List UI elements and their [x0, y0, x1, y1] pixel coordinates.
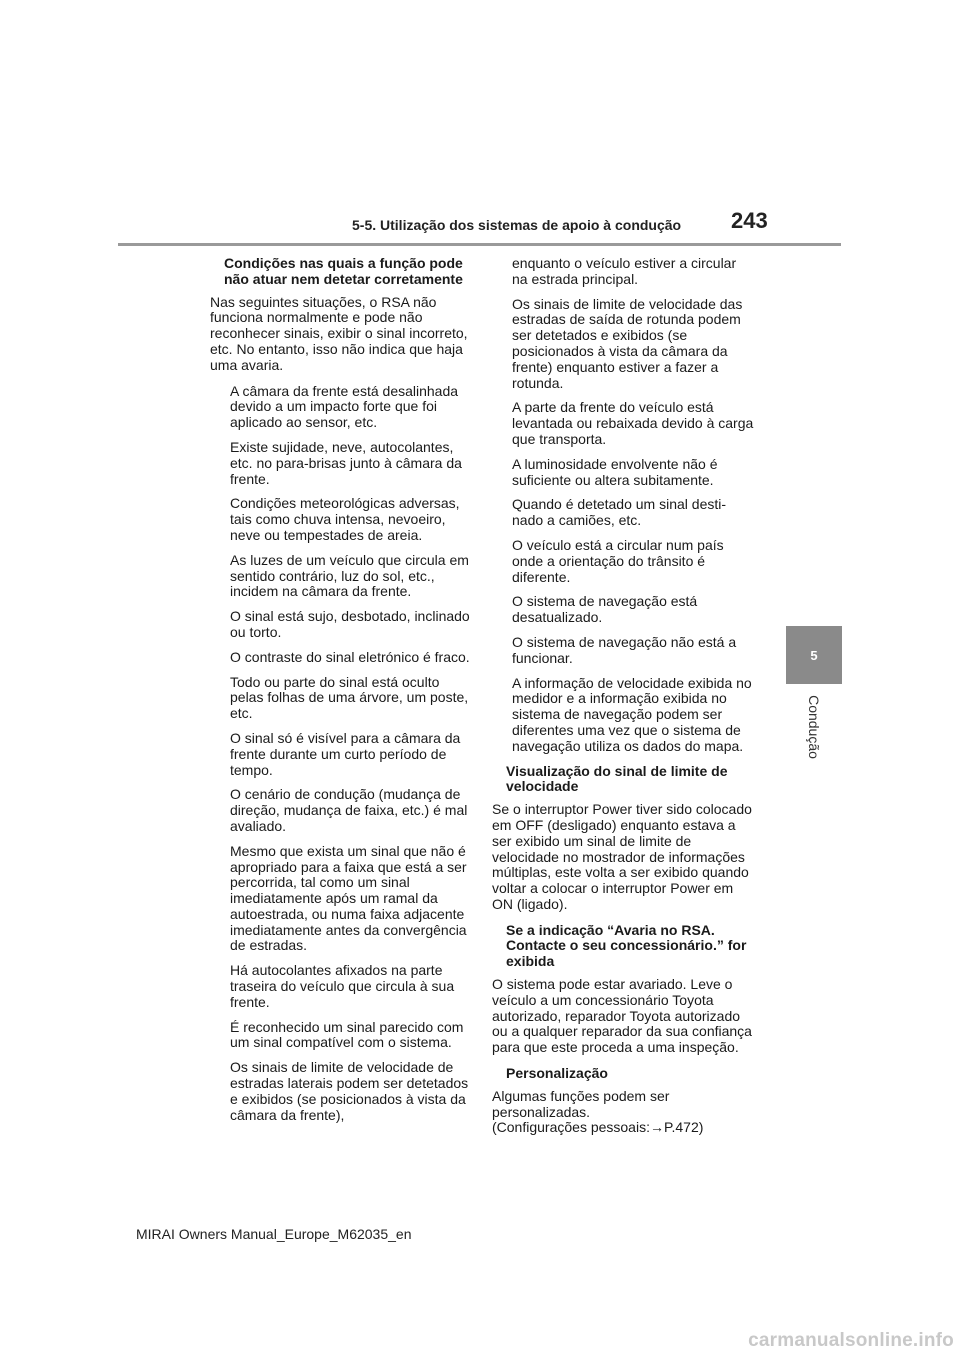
page-reference-link[interactable]: (Configurações pessoais:→P.472) — [492, 1119, 704, 1136]
intro-paragraph: Nas seguintes situações, o RSA não funciona normalmente e pode não reconhecer sinais, exibir o sinal incorreto, etc. No entanto, isso não indica que haja uma avaria. — [210, 293, 468, 373]
list-item: É reconhecido um sinal parecido com um sinal compatível com o sistema. — [230, 1018, 464, 1051]
footer-manual-id: MIRAI Owners Manual_Europe_M62035_en — [136, 1226, 412, 1242]
heading-conditions: Condições nas quais a função pode não atuar nem detetar corretamente — [224, 255, 463, 287]
chapter-label: Condução — [806, 695, 822, 759]
list-item: Condições meteorológicas adversas, tais como chuva intensa, nevoeiro, neve ou tempestades de areia. — [230, 495, 460, 543]
header-divider — [118, 243, 841, 246]
list-item: A parte da frente do veículo está levantada ou rebaixada devido à carga que transporta. — [512, 399, 754, 447]
list-item: Mesmo que exista um sinal que não é apropriado para a faixa que está a ser percorrida, tal como um sinal imediatamente após um ramal da autoestrada, ou numa faixa adjacente imediatamente antes da convergência de estradas. — [230, 842, 467, 954]
continuation-text: enquanto o veículo estiver a circular na estrada principal. — [512, 255, 737, 287]
list-item: O veículo está a circular num país onde a orientação do trânsito é diferente. — [512, 536, 724, 585]
list-item: As luzes de um veículo que circula em sentido contrário, luz do sol, etc., incidem na câmara da frente. — [230, 551, 469, 600]
list-item: A luminosidade envolvente não é suficiente ou altera subitamente. — [512, 455, 718, 488]
list-item: A câmara da frente está desalinhada devido a um impacto forte que foi aplicado ao sensor, etc. — [230, 382, 459, 431]
list-item: O sinal só é visível para a câmara da frente durante um curto período de tempo. — [230, 729, 461, 778]
page-number: 243 — [731, 208, 768, 233]
left-column — [210, 256, 470, 1132]
heading-speed-limit-display: Visualização do sinal de limite de velocidade — [506, 762, 728, 795]
chapter-number: 5 — [810, 647, 818, 663]
list-item: Quando é detetado um sinal desti-nado a camiões, etc. — [512, 496, 727, 529]
right-column — [492, 256, 754, 1136]
list-item: Os sinais de limite de velocidade de estradas laterais podem ser detetados e exibidos (se posicionados à vista da câmara da frente), — [230, 1059, 469, 1123]
paragraph-customization: Algumas funções podem ser personalizadas. — [492, 1087, 670, 1120]
paragraph-rsa-malfunction: O sistema pode estar avariado. Leve o veículo a um concessionário Toyota autorizado, reparador Toyota autorizado ou a qualquer reparador da sua confiança para que este proceda a uma inspeção. — [492, 976, 752, 1056]
list-item: O contraste do sinal eletrónico é fraco. — [230, 648, 470, 665]
list-item: Há autocolantes afixados na parte traseira do veículo que circula à sua frente. — [230, 962, 455, 1010]
list-item: O cenário de condução (mudança de direção, mudança de faixa, etc.) é mal avaliado. — [230, 786, 468, 834]
list-item: O sistema de navegação está desatualizado. — [512, 593, 698, 626]
list-item: Todo ou parte do sinal está oculto pelas folhas de uma árvore, um poste, etc. — [230, 673, 469, 722]
list-item: Existe sujidade, neve, autocolantes, etc. no para-brisas junto à câmara da frente. — [230, 438, 462, 487]
paragraph-speed-limit-display: Se o interruptor Power tiver sido colocado em OFF (desligado) enquanto estava a ser exibido um sinal de limite de velocidade no mostrador de informações múltiplas, este volta a ser exibido quando voltar a colocar o interruptor Power em ON (ligado). — [492, 801, 752, 912]
section-title: 5-5. Utilização dos sistemas de apoio à condução — [352, 217, 682, 233]
list-item: A informação de velocidade exibida no medidor e a informação exibida no sistema de navegação podem ser diferentes uma vez que o sistema de navegação utiliza os dados do mapa. — [512, 674, 752, 754]
list-item: Os sinais de limite de velocidade das estradas de saída de rotunda podem ser detetados e exibidos (se posicionados à vista da câmara da frente) enquanto estiver a fazer a rotunda. — [512, 295, 743, 391]
heading-customization: Personalização — [506, 1065, 608, 1082]
watermark: carmanualsonline.info — [748, 1330, 954, 1351]
chapter-tab — [786, 626, 842, 684]
heading-rsa-malfunction: Se a indicação “Avaria no RSA. Contacte o seu concessionário.” for exibida — [506, 921, 747, 970]
list-item: O sistema de navegação não está a funcionar. — [512, 633, 737, 666]
list-item: O sinal está sujo, desbotado, inclinado ou torto. — [230, 608, 470, 640]
